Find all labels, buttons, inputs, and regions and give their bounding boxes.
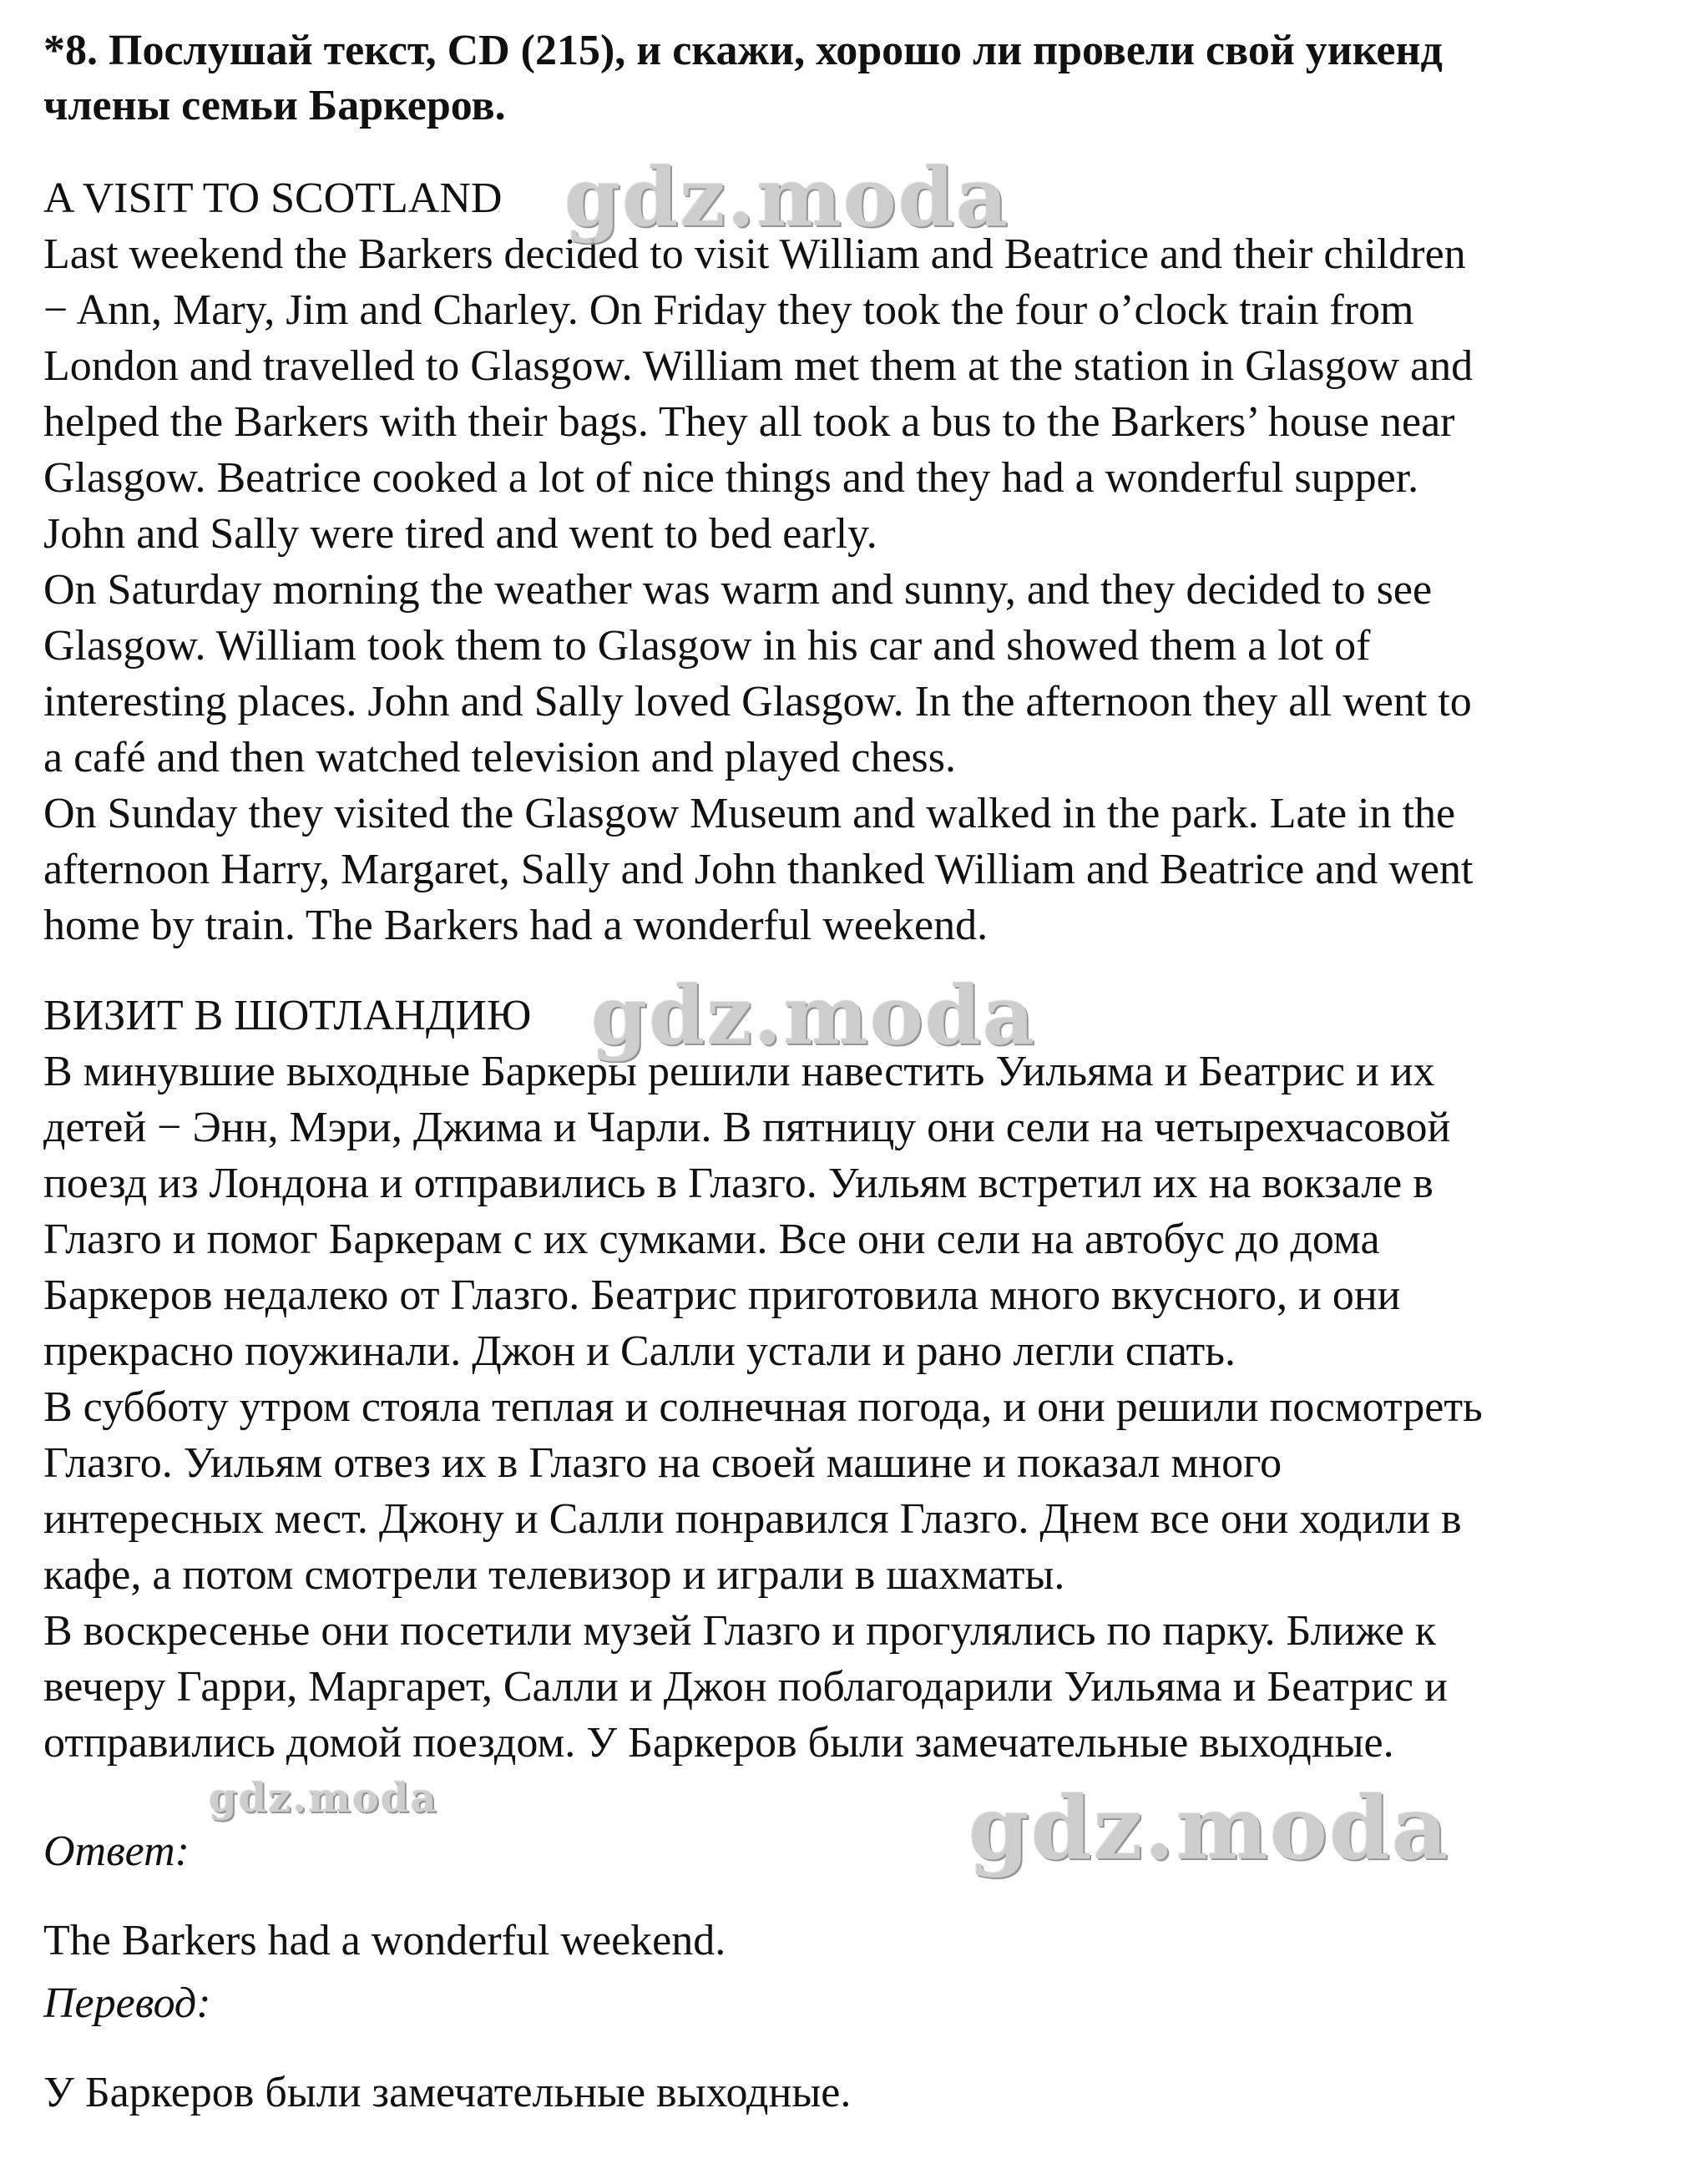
english-line: On Sunday they visited the Glasgow Museum and walked in the park. Late in the bbox=[43, 790, 1456, 837]
english-line: afternoon Harry, Margaret, Sally and John thanked William and Beatrice and went bbox=[43, 846, 1474, 893]
english-line: Glasgow. William took them to Glasgow in his car and showed them a lot of bbox=[43, 622, 1371, 670]
task-header-line-1: *8. Послушай текст, CD (215), и скажи, хорошо ли провели свой уикенд bbox=[43, 27, 1443, 74]
answer-text: The Barkers had a wonderful weekend. bbox=[43, 1917, 726, 1964]
english-line: helped the Barkers with their bags. They all took a bus to the Barkers’ house near bbox=[43, 398, 1455, 446]
english-line: − Ann, Mary, Jim and Charley. On Friday they took the four o’clock train from bbox=[43, 286, 1414, 334]
english-line: Last weekend the Barkers decided to visit William and Beatrice and their children bbox=[43, 230, 1466, 278]
task-header-line-2: члены семьи Баркеров. bbox=[43, 82, 506, 129]
english-title: A VISIT TO SCOTLAND bbox=[43, 174, 503, 222]
english-line: home by train. The Barkers had a wonderful weekend. bbox=[43, 902, 989, 949]
english-line: a café and then watched television and played chess. bbox=[43, 734, 956, 781]
answer-label: Ответ: bbox=[43, 1828, 190, 1875]
russian-line: В воскресенье они посетили музей Глазго и прогулялись по парку. Ближе к bbox=[43, 1607, 1437, 1655]
watermark-logo: gdz.moda bbox=[209, 1775, 438, 1822]
russian-title: ВИЗИТ В ШОТЛАНДИЮ bbox=[43, 992, 532, 1039]
english-line: John and Sally were tired and went to bed early. bbox=[43, 510, 877, 558]
russian-line: прекрасно поужинали. Джон и Салли устали и рано легли спать. bbox=[43, 1327, 1236, 1375]
english-line: On Saturday morning the weather was warm and sunny, and they decided to see bbox=[43, 566, 1433, 614]
watermark-logo: gdz.moda bbox=[564, 150, 1010, 245]
russian-line: В субботу утром стояла теплая и солнечная погода, и они решили посмотреть bbox=[43, 1383, 1483, 1431]
english-text-section bbox=[43, 170, 1680, 953]
russian-line: В минувшие выходные Баркеры решили навестить Уильяма и Беатрис и их bbox=[43, 1048, 1435, 1095]
watermark-logo: gdz.moda bbox=[968, 1777, 1450, 1879]
english-line: Glasgow. Beatrice cooked a lot of nice things and they had a wonderful supper. bbox=[43, 454, 1419, 502]
russian-line: детей − Энн, Мэри, Джима и Чарли. В пятницу они сели на четырехчасовой bbox=[43, 1104, 1451, 1151]
watermark-logo: gdz.moda bbox=[591, 968, 1037, 1063]
russian-line: Глазго и помог Баркерам с их сумками. Все они сели на автобус до дома bbox=[43, 1216, 1380, 1263]
russian-line: поезд из Лондона и отправились в Глазго. Уильям встретил их на вокзале в bbox=[43, 1160, 1434, 1207]
translation-text: У Баркеров были замечательные выходные. bbox=[43, 2069, 852, 2116]
russian-text-section bbox=[43, 988, 1680, 1771]
task-header bbox=[43, 23, 1680, 134]
russian-line: вечеру Гарри, Маргарет, Салли и Джон поблагодарили Уильяма и Беатрис и bbox=[43, 1663, 1448, 1711]
russian-line: интересных мест. Джону и Салли понравился Глазго. Днем все они ходили в bbox=[43, 1495, 1462, 1543]
english-line: London and travelled to Glasgow. William met them at the station in Glasgow and bbox=[43, 342, 1474, 390]
english-line: interesting places. John and Sally loved Glasgow. In the afternoon they all went to bbox=[43, 678, 1472, 725]
russian-line: кафе, а потом смотрели телевизор и играли в шахматы. bbox=[43, 1551, 1065, 1599]
russian-line: отправились домой поездом. У Баркеров были замечательные выходные. bbox=[43, 1719, 1394, 1767]
translation-label: Перевод: bbox=[43, 1979, 211, 2027]
russian-line: Глазго. Уильям отвез их в Глазго на своей машине и показал много bbox=[43, 1439, 1282, 1487]
russian-line: Баркеров недалеко от Глазго. Беатрис приготовила много вкусного, и они bbox=[43, 1271, 1401, 1319]
